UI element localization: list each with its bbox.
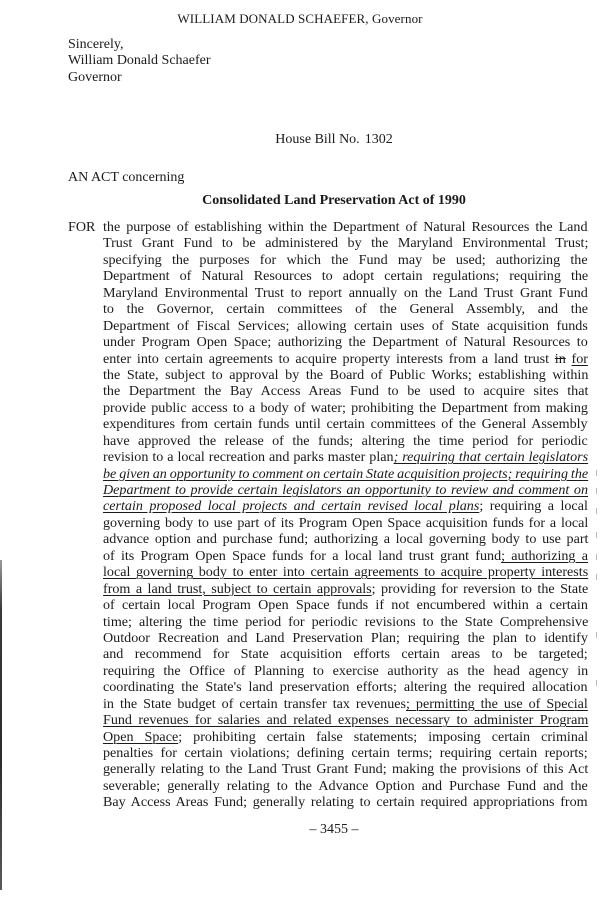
- inserted-text: from a land trust, subject to certain approvals: [103, 580, 372, 597]
- purpose-line: [103, 646, 588, 662]
- purpose-line: [103, 268, 588, 284]
- scan-edge-artifact: [0, 560, 2, 890]
- bill-number: 1302: [364, 132, 393, 147]
- text-run: specifying the purposes for which the Fund may be used; authorizing the: [103, 251, 588, 268]
- inserted-text: Open Space: [103, 728, 179, 745]
- purpose-line: [103, 301, 588, 317]
- text-run: have approved the release of the funds; altering the time period for periodic: [103, 432, 588, 449]
- purpose-line: [103, 712, 588, 728]
- purpose-line: [103, 696, 588, 712]
- purpose-line: [103, 449, 588, 465]
- text-run: Trust Grant Fund to be administered by the Maryland Environmental Trust;: [103, 235, 589, 252]
- purpose-line: [103, 663, 588, 679]
- purpose-line: [103, 778, 588, 794]
- inserted-text: Department to provide certain legislators an opportunity to review and comment on: [103, 482, 588, 498]
- text-run: the Department the Bay Access Areas Fund to be used to acquire sites that: [103, 383, 589, 400]
- purpose-line: [103, 433, 588, 449]
- purpose-line: [103, 351, 588, 367]
- text-run: advance option and purchase fund; authorizing a local governing body to use part: [103, 531, 589, 548]
- purpose-line: [103, 794, 588, 810]
- purpose-line: [103, 564, 588, 580]
- text-run: generally relating to the Land Trust Grant Fund; making the provisions of this Act: [103, 761, 589, 778]
- purpose-line: [103, 729, 588, 745]
- text-run: the State, subject to approval by the Board of Public Works; establishing within: [103, 366, 589, 383]
- inserted-text: for: [571, 350, 588, 367]
- text-run: revision to a local recreation and parks master plan: [103, 449, 394, 466]
- purpose-line: [103, 745, 588, 761]
- text-run: expenditures from certain funds until certain committees of the General Assembly: [103, 416, 588, 433]
- text-run: time; altering the time period for periodic revisions to the State Comprehensive: [103, 613, 589, 630]
- purpose-line: [103, 334, 588, 350]
- closing-signer-title: Governor: [68, 69, 122, 85]
- inserted-text: ; permitting the use of Special: [406, 695, 588, 712]
- purpose-line: [103, 761, 588, 777]
- page-number: – 3455 –: [309, 822, 359, 837]
- text-run: coordinating the State's land preservation efforts; altering the required allocation: [103, 679, 588, 696]
- inserted-text: ; requiring that certain legislators: [393, 449, 589, 466]
- purpose-line: [103, 235, 588, 251]
- text-run: and recommend for State acquisition efforts certain areas to be targeted;: [103, 646, 588, 663]
- inserted-text: local governing body to enter into certain agreements to acquire property interests: [103, 564, 589, 581]
- purpose-line: [103, 318, 588, 334]
- letter-closing: [68, 37, 211, 86]
- purpose-line: [103, 367, 588, 383]
- bill-label: House Bill No.: [275, 132, 360, 147]
- purpose-line: [103, 679, 588, 695]
- act-concerning: AN ACT concerning: [68, 170, 185, 185]
- margin-marks-artifact: [596, 470, 599, 700]
- purpose-line: [103, 416, 588, 432]
- inserted-text: certain proposed local projects and certain revised local plans: [103, 498, 480, 515]
- text-run: of its Program Open Space funds for a local land trust grant fund: [103, 547, 502, 564]
- purpose-lines: [103, 219, 588, 811]
- text-run: in the State budget of certain transfer tax revenues: [103, 695, 407, 712]
- text-run: Department of Fiscal Services; allowing certain uses of State acquisition funds: [103, 317, 588, 334]
- purpose-line: [103, 597, 588, 613]
- text-run: enter into certain agreements to acquire property interests from a land trust: [103, 350, 555, 367]
- inserted-text: ; authorizing a: [501, 547, 588, 564]
- text-run: under Program Open Space; authorizing the Department of Natural Resources to: [103, 334, 588, 351]
- text-run: of certain local Program Open Space funds if not encumbered within a certain: [103, 597, 588, 614]
- purpose-line: [103, 482, 588, 498]
- purpose-line: [103, 531, 588, 547]
- inserted-text: be given an opportunity to comment on certain State acquisition projects; requiring the: [103, 465, 589, 482]
- text-run: Bay Access Areas Fund; generally relating to certain required appropriations from: [103, 794, 588, 811]
- purpose-line: [103, 630, 588, 646]
- purpose-line: [103, 548, 588, 564]
- purpose-line: [103, 219, 588, 235]
- closing-signer-name: William Donald Schaefer: [68, 53, 211, 69]
- text-run: ; prohibiting certain false statements; imposing certain criminal: [178, 728, 589, 745]
- purpose-paragraph: [68, 219, 589, 811]
- text-run: Maryland Environmental Trust to report annually on the Land Trust Grant Fund: [103, 284, 588, 301]
- purpose-line: [103, 400, 588, 416]
- text-run: severable; generally relating to the Advance Option and Purchase Fund and the: [103, 777, 588, 794]
- text-run: governing body to use part of its Program Open Space acquisition funds for a local: [103, 514, 589, 531]
- text-run: Department of Natural Resources to adopt certain regulations; requiring the: [103, 268, 589, 285]
- purpose-line: [103, 498, 588, 514]
- for-label: FOR: [68, 219, 96, 235]
- purpose-line: [103, 614, 588, 630]
- inserted-text: Fund revenues for salaries and related expenses necessary to administer Program: [103, 712, 589, 729]
- purpose-line: [103, 252, 588, 268]
- text-run: the purpose of establishing within the Department of Natural Resources the Land: [103, 219, 588, 235]
- stricken-text: in: [554, 350, 566, 367]
- text-run: penalties for certain violations; defining certain terms; requiring certain reports;: [103, 745, 588, 761]
- text-run: ; providing for reversion to the State: [371, 580, 589, 597]
- bill-number-heading: [0, 132, 600, 148]
- text-run: requiring the Office of Planning to exercise authority as the head agency in: [103, 662, 589, 679]
- text-run: ; requiring a local: [479, 498, 588, 515]
- purpose-line: [103, 285, 588, 301]
- text-run: provide public access to a body of water; prohibiting the Department from making: [103, 399, 588, 416]
- purpose-line: [103, 466, 588, 482]
- text-run: to the Governor, certain committees of the General Assembly, and the: [103, 301, 589, 318]
- running-head: WILLIAM DONALD SCHAEFER, Governor: [177, 11, 423, 26]
- purpose-line: [103, 383, 588, 399]
- purpose-line: [103, 581, 588, 597]
- closing-salutation: Sincerely,: [68, 37, 124, 52]
- purpose-line: [103, 515, 588, 531]
- act-title: Consolidated Land Preservation Act of 1990: [202, 193, 466, 208]
- text-run: Outdoor Recreation and Land Preservation Plan; requiring the plan to identify: [103, 629, 588, 646]
